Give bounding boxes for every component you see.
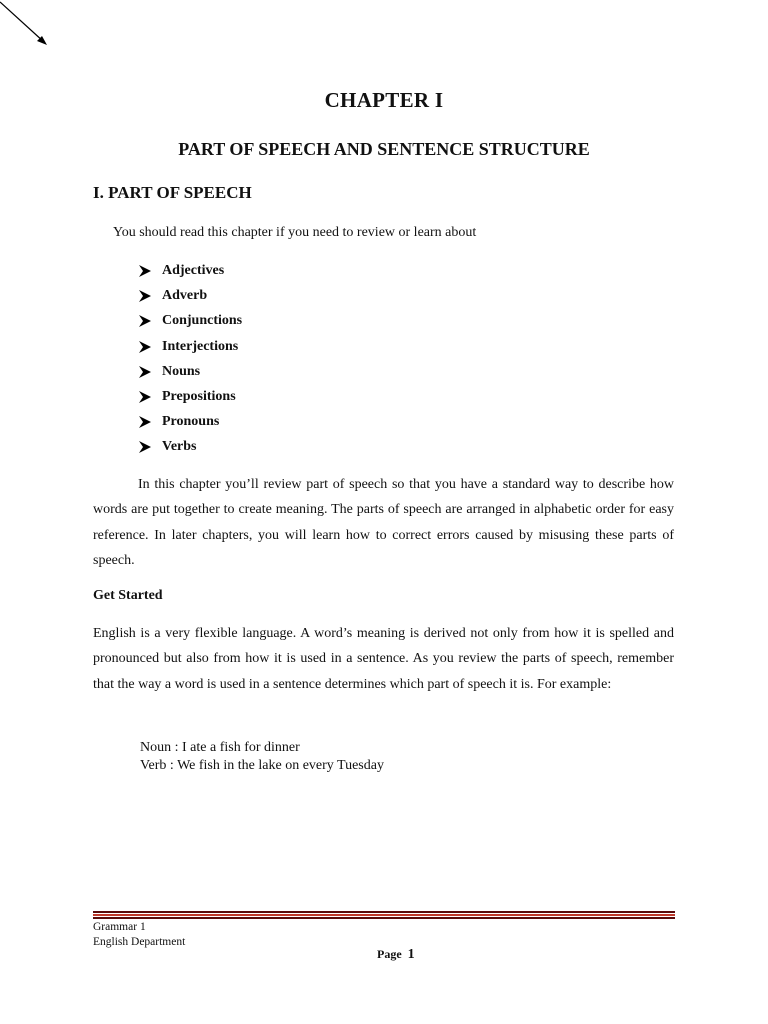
example-noun: Noun : I ate a fish for dinner <box>140 740 300 755</box>
topic-label: Interjections <box>162 338 239 354</box>
topic-label: Prepositions <box>162 388 236 404</box>
arrowhead-bullet-icon <box>138 289 152 303</box>
list-item <box>138 338 242 363</box>
example-list <box>140 739 384 774</box>
example-verb: Verb : We fish in the lake on every Tuesday <box>140 757 384 773</box>
topic-label: Pronouns <box>162 414 220 430</box>
list-item <box>138 413 242 438</box>
intro-text: You should read this chapter if you need to review or learn about <box>113 225 477 240</box>
topic-label: Verbs <box>162 439 197 455</box>
arrowhead-bullet-icon <box>138 440 152 454</box>
topic-label: Nouns <box>162 363 201 379</box>
arrowhead-bullet-icon <box>138 415 152 429</box>
arrowhead-bullet-icon <box>138 314 152 328</box>
list-item <box>138 438 242 463</box>
topic-label: Conjunctions <box>162 313 243 329</box>
arrowhead-bullet-icon <box>138 340 152 354</box>
footer-info <box>93 920 185 949</box>
list-item <box>138 287 242 312</box>
list-item <box>138 363 242 388</box>
get-started-paragraph: English is a very flexible language. A word’s meaning is derived not only from how it is spelled and pronounced but also from how it is used in a sentence. As you review the parts of speech, remember that the way a word is used in a sentence determines which part of speech it is. For example: <box>93 626 674 692</box>
footer-divider <box>93 911 675 919</box>
page-label: Page <box>377 947 402 961</box>
list-item <box>138 262 242 287</box>
section-heading: I. PART OF SPEECH <box>93 183 252 202</box>
diagonal-arrow-icon <box>0 0 60 60</box>
chapter-intro-paragraph: In this chapter you’ll review part of speech so that you have a standard way to describe how words are put together to create meaning. The parts of speech are arranged in alphabetic order for easy reference. In later chapters, you will learn how to correct errors caused by misusing these parts of speech. <box>93 477 674 568</box>
chapter-title: CHAPTER I <box>324 88 444 112</box>
page-number-value: 1 <box>407 947 415 962</box>
topic-label: Adverb <box>162 288 208 304</box>
get-started-heading: Get Started <box>93 588 163 603</box>
list-item <box>138 388 242 413</box>
topic-list <box>138 262 242 464</box>
topic-label: Adjectives <box>162 263 225 278</box>
page-number <box>377 947 415 963</box>
chapter-subtitle: PART OF SPEECH AND SENTENCE STRUCTURE <box>178 139 590 159</box>
list-item <box>138 312 242 337</box>
arrowhead-bullet-icon <box>138 365 152 379</box>
footer-department: English Department <box>93 935 186 948</box>
footer-course: Grammar 1 <box>93 921 146 933</box>
arrowhead-bullet-icon <box>138 390 152 404</box>
arrowhead-bullet-icon <box>138 264 152 278</box>
